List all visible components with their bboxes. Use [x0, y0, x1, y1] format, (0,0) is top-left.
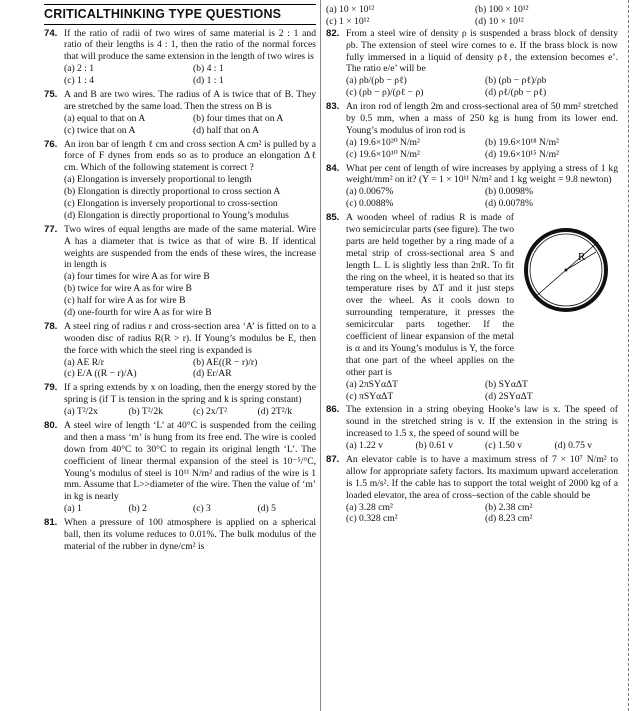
left-questions	[44, 28, 316, 553]
radius-label: R	[578, 251, 586, 264]
question-87	[326, 454, 618, 525]
option: (d) 2T²/k	[257, 406, 293, 418]
option: (d) 1 : 1	[193, 75, 224, 87]
option: (a) ρb/(ρb − ρℓ)	[346, 75, 407, 87]
option: (b) 100 × 10¹²	[475, 4, 529, 15]
question-86	[326, 404, 618, 452]
question-number: 86.	[326, 404, 340, 416]
options-list	[346, 186, 618, 210]
options-list	[346, 137, 618, 161]
option: (b) 2.38 cm²	[485, 501, 533, 513]
option: (b) 19.6×10¹⁸ N/m²	[485, 136, 559, 148]
question-number: 75.	[44, 88, 58, 100]
question-83	[326, 101, 618, 160]
question-77	[44, 224, 316, 319]
option: (d) 5	[257, 503, 276, 515]
option: (b) AE((R − r)/r)	[193, 356, 258, 368]
option: (c) twice that on A	[64, 124, 136, 136]
question-74	[44, 28, 316, 87]
option: (c) 1.50 v	[485, 440, 523, 452]
option: (a) 10 × 10¹²	[326, 4, 375, 15]
question-text: An iron bar of length ℓ cm and cross section A cm² is pulled by a force of F dynes from ends so as to produce an elongation Δℓ cm. Which of the following statement is correct ?	[64, 138, 316, 174]
option: (a) 2 : 1	[64, 63, 95, 75]
option: (a) Elongation is inversely proportional to length	[64, 174, 252, 186]
option: (d) 0.0078%	[485, 198, 533, 210]
right-questions	[326, 28, 618, 210]
option: (d) 0.75 v	[554, 440, 593, 452]
option: (b) T²/2k	[128, 406, 163, 418]
option: (a) equal to that on A	[64, 112, 146, 124]
question-number: 81.	[44, 517, 58, 529]
question-text: From a steel wire of density ρ is suspended a brass block of density ρb. The extension of steel wire comes to e. If the brass block is now fully immersed in a liquid of density ρℓ, the extension becomes e’. The ratio e/e’ will be	[346, 27, 618, 75]
option: (c) πSYαΔT	[346, 390, 394, 402]
question-text: What per cent of length of wire increases by applying a stress of 1 kg weight/mm² on it? (Y = 1 × 10¹¹ N/m² and 1 kg weight = 9.8 newton)	[346, 162, 618, 186]
option: (d) Er/AR	[193, 368, 232, 380]
question-number: 77.	[44, 223, 58, 235]
option: (b) SYαΔT	[485, 378, 528, 390]
question-78	[44, 321, 316, 380]
option: (a) 1	[64, 503, 82, 515]
option: (c) 0.328 cm²	[346, 513, 398, 525]
question-84	[326, 163, 618, 211]
option: (a) 1.22 v	[346, 440, 384, 452]
question-number: 79.	[44, 382, 58, 394]
question-number: 76.	[44, 138, 58, 150]
option: (a) AE R/r	[64, 356, 104, 368]
option: (c) 1 : 4	[64, 75, 95, 87]
option: (b) 4 : 1	[193, 63, 224, 75]
question-text: A and B are two wires. The radius of A is twice that of B. They are stretched by the same load. Then the stress on B is	[64, 88, 316, 112]
q85-options	[346, 379, 618, 403]
wheel-center	[565, 269, 568, 272]
options-list	[64, 113, 316, 137]
question-81	[44, 517, 316, 553]
option: (c) 2x/T²	[193, 406, 228, 418]
option: (a) 19.6×10²⁰ N/m²	[346, 136, 420, 148]
question-number: 82.	[326, 27, 340, 39]
question-80	[44, 420, 316, 515]
options-list	[346, 75, 618, 99]
option: (d) half that on A	[193, 124, 260, 136]
question-text: A steel ring of radius r and cross-section area ‘A’ is fitted on to a wooden disc of radius R(R > r). If Young’s modulus be E, then the force with which the steel ring is expanded is	[64, 320, 316, 356]
option: (b) 0.61 v	[415, 440, 454, 452]
option: (c) 0.0088%	[346, 198, 394, 210]
option: (a) four times for wire A as for wire B	[64, 271, 210, 283]
question-75	[44, 89, 316, 137]
question-number: 78.	[44, 320, 58, 332]
right-questions-2	[326, 404, 618, 525]
option: (a) 2πSYαΔT	[346, 378, 399, 390]
option: (a) 3.28 cm²	[346, 501, 393, 513]
options-list	[64, 503, 316, 515]
option: (d) 8.23 cm²	[485, 513, 533, 525]
question-number: 84.	[326, 162, 340, 174]
question-text: An iron rod of length 2m and cross-sectional area of 50 mm² stretched by 0.5 mm, when a mass of 250 kg is hung from its lower end. Young’s modulus of iron rod is	[346, 101, 618, 136]
options-list	[64, 406, 316, 418]
question-text: The extension in a string obeying Hooke’s law is x. The speed of sound in the stretched string is v. If the extension in the string is increased to 1.5 x, the speed of sound will be	[346, 404, 618, 440]
option: (b) 0.0098%	[485, 186, 533, 198]
option: (b) Elongation is directly proportional to cross section A	[64, 186, 281, 198]
option: (b) four times that on A	[193, 112, 284, 124]
section-heading: CRITICALTHINKING TYPE QUESTIONS	[44, 4, 316, 25]
options-list	[346, 440, 618, 452]
option: (d) one-fourth for wire A as for wire B	[64, 306, 212, 318]
question-text: If the ratio of radii of two wires of same material is 2 : 1 and ratio of their lengths is 4 : 1, then the ratio of the normal forces that will produce the same extension in the length of two wires is	[64, 27, 316, 63]
question-text: A wooden wheel of radius R is made of two semicircular parts (see figure). The two parts are held together by a ring made of a metal strip of cross-sectional area S and length L. L is slightly less than 2πR. To fit the ring on the wheel, it is heated so that its temperature rises by ΔT and it just steps over the wheel. As it cools down to surrounding temperature, it presses the semicircular parts together. If the coefficient of linear expansion of the metal is α and its Young’s modulus is Y, the force that one part of the wheel applies on the other part is	[346, 212, 514, 378]
options-list	[64, 357, 316, 381]
options-list	[64, 174, 316, 222]
question-number: 80.	[44, 420, 58, 431]
margin-line	[628, 0, 629, 711]
column-divider	[320, 0, 321, 711]
option: (c) 19.6×10¹⁰ N/m²	[346, 148, 420, 160]
option: (c) Elongation is inversely proportional to cross-section	[64, 197, 278, 209]
option: (d) ρℓ/(ρb − ρℓ)	[485, 87, 547, 99]
q81-options	[326, 4, 618, 28]
option: (a) T²/2x	[64, 406, 98, 418]
left-column	[44, 4, 316, 555]
question-text: If a spring extends by x on loading, then the energy stored by the spring is (if T is tension in the spring and k is spring constant)	[64, 382, 316, 406]
option: (c) (ρb − ρ)/(ρℓ − ρ)	[346, 87, 424, 99]
option: (a) 0.0067%	[346, 186, 394, 198]
question-number: 85.	[326, 212, 340, 224]
wheel-figure	[520, 224, 612, 316]
question-number: 83.	[326, 101, 340, 113]
option: (d) Elongation is directly proportional to Young’s modulus	[64, 209, 289, 221]
option: (c) E/A ((R − r)/A)	[64, 368, 137, 380]
options-list	[346, 502, 618, 526]
option: (c) 3	[193, 503, 211, 515]
option: (b) twice for wire A as for wire B	[64, 283, 192, 295]
question-number: 74.	[44, 27, 58, 39]
question-79	[44, 382, 316, 418]
option: (b) (ρb − ρℓ)/ρb	[485, 75, 547, 87]
option: (b) 2	[128, 503, 147, 515]
option: (c) half for wire A as for wire B	[64, 295, 186, 307]
question-85	[326, 212, 618, 402]
options-list	[64, 63, 316, 87]
right-column	[326, 4, 618, 527]
question-number: 87.	[326, 453, 340, 465]
question-76	[44, 139, 316, 222]
option: (d) 10 × 10¹²	[475, 15, 524, 27]
question-text: An elevator cable is to have a maximum stress of 7 × 10⁷ N/m² to allow for appropriate safety factors. Its maximum upward acceleration is 1.5 m/s². If the cable has to support the total weight of 2000 kg of a loaded elevator, the area of cross–section of the cable should be	[346, 453, 618, 501]
question-82	[326, 28, 618, 99]
options-list	[64, 271, 316, 319]
question-text: A steel wire of length ‘L’ at 40°C is suspended from the ceiling and then a mass ‘m’ is hung from its free end. The wire is cooled down from 40°C to 30°C to regain its original length ‘L’. The coefficient of linear thermal expansion of the steel is 10⁻⁵/°C, Young’s modulus of steel is 10¹¹ N/m² and radius of the wire is 1 mm. Assume that L>>diameter of the wire. Then the value of ‘m’ in kg is nearly	[64, 420, 316, 503]
option: (d) 2SYαΔT	[485, 390, 533, 402]
option: (d) 19.6×10¹⁵ N/m²	[485, 148, 559, 160]
question-text: When a pressure of 100 atmosphere is applied on a spherical ball, then its volume reduces to 0.01%. The bulk modulus of the material of the rubber in dyne/cm² is	[64, 517, 316, 552]
option: (c) 1 × 10¹²	[326, 15, 370, 27]
question-text: Two wires of equal lengths are made of the same material. Wire A has a diameter that is twice as that of wire B. If identical weights are suspended from the ends of these wires, the increase in length is	[64, 223, 316, 271]
